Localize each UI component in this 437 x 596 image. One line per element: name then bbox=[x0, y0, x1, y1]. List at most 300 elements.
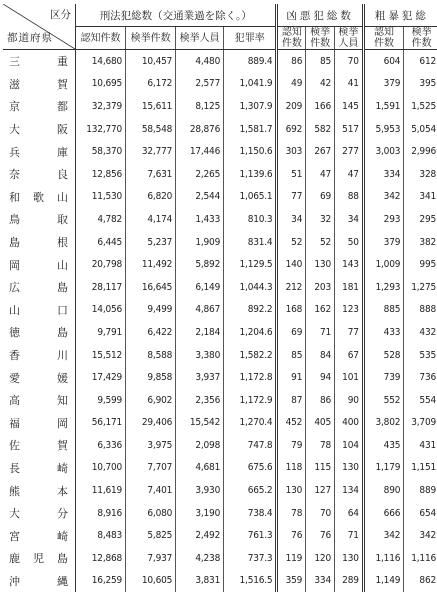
prefecture-name: 滋賀 bbox=[9, 77, 68, 91]
crime-rate-cell: 1,129.5 bbox=[224, 253, 277, 276]
recognized-cell: 32,379 bbox=[75, 95, 125, 118]
rough-recognized-cell: 552 bbox=[363, 389, 404, 412]
recognized-cell: 56,171 bbox=[75, 412, 125, 435]
violent-cleared-cell: 69 bbox=[306, 186, 335, 209]
violent-recognized-cell: 130 bbox=[277, 479, 306, 502]
violent-arrested-cell: 143 bbox=[334, 253, 363, 276]
rough-cleared-cell: 1,275 bbox=[411, 281, 436, 293]
crime-rate-cell: 831.4 bbox=[224, 231, 277, 254]
crime-rate-cell: 1,044.3 bbox=[224, 276, 277, 299]
violent-arrested-cell: 289 bbox=[334, 570, 363, 593]
cleared-cell: 8,588 bbox=[126, 344, 176, 367]
violent-arrested-cell: 134 bbox=[334, 479, 363, 502]
prefecture-cell bbox=[3, 95, 75, 118]
violent-cleared-cell: 94 bbox=[306, 366, 335, 389]
crime-rate-cell: 892.2 bbox=[224, 299, 277, 322]
prefecture-name: 大阪 bbox=[9, 123, 68, 137]
rough-recognized-cell: 885 bbox=[363, 299, 404, 322]
violent-arrested-cell: 277 bbox=[334, 140, 363, 163]
violent-recognized-cell: 359 bbox=[277, 570, 306, 593]
violent-cleared-cell: 582 bbox=[306, 118, 335, 141]
table-row bbox=[3, 231, 437, 254]
rough-recognized-cell: 342 bbox=[363, 524, 404, 547]
arrested-cell: 17,446 bbox=[176, 140, 224, 163]
table-row bbox=[3, 50, 437, 73]
corner-header-cell bbox=[3, 4, 75, 50]
recognized-cell: 6,336 bbox=[75, 434, 125, 457]
recognized-cell: 9,599 bbox=[75, 389, 125, 412]
crime-rate-cell: 675.6 bbox=[224, 457, 277, 480]
violent-recognized-cell: 34 bbox=[277, 208, 306, 231]
violent-recognized-cell: 209 bbox=[277, 95, 306, 118]
arrested-cell: 2,356 bbox=[176, 389, 224, 412]
prefecture-name: 広島 bbox=[9, 281, 68, 295]
prefecture-name: 三重 bbox=[9, 55, 68, 69]
violent-arrested-cell: 41 bbox=[334, 73, 363, 96]
col-crime-rate-header: 犯罪率 bbox=[224, 27, 277, 50]
violent-cleared-cell: 130 bbox=[306, 253, 335, 276]
prefecture-cell bbox=[3, 479, 75, 502]
arrested-cell: 2,184 bbox=[176, 321, 224, 344]
table-row bbox=[3, 299, 437, 322]
violent-cleared-cell: 71 bbox=[306, 321, 335, 344]
violent-cleared-cell: 70 bbox=[306, 502, 335, 525]
violent-arrested-cell: 130 bbox=[334, 547, 363, 570]
prefecture-cell bbox=[3, 389, 75, 412]
table-row bbox=[3, 502, 437, 525]
prefecture-name: 京都 bbox=[9, 100, 68, 114]
cleared-cell: 6,820 bbox=[126, 186, 176, 209]
violent-recognized-cell: 118 bbox=[277, 457, 306, 480]
table-row bbox=[3, 321, 437, 344]
violent-arrested-cell: 400 bbox=[334, 412, 363, 435]
recognized-cell: 11,619 bbox=[75, 479, 125, 502]
violent-cleared-cell: 162 bbox=[306, 299, 335, 322]
cleared-cell: 58,548 bbox=[126, 118, 176, 141]
table-row bbox=[3, 479, 437, 502]
cleared-cell: 32,777 bbox=[126, 140, 176, 163]
prefecture-name: 佐賀 bbox=[9, 439, 68, 453]
table-row bbox=[3, 389, 437, 412]
prefecture-cell bbox=[3, 344, 75, 367]
rough-cleared-cell: 431 bbox=[419, 439, 436, 451]
arrested-cell: 1,433 bbox=[176, 208, 224, 231]
prefecture-name: 徳島 bbox=[9, 326, 68, 340]
prefecture-cell bbox=[3, 321, 75, 344]
crime-statistics-table bbox=[3, 4, 437, 592]
prefecture-cell bbox=[3, 412, 75, 435]
violent-arrested-cell: 101 bbox=[334, 366, 363, 389]
cleared-cell: 16,645 bbox=[126, 276, 176, 299]
table-row bbox=[3, 276, 437, 299]
cleared-cell: 10,605 bbox=[126, 570, 176, 593]
rough-recognized-cell: 3,802 bbox=[363, 412, 404, 435]
cleared-cell: 6,422 bbox=[126, 321, 176, 344]
violent-cleared-cell: 42 bbox=[306, 73, 335, 96]
arrested-cell: 1,909 bbox=[176, 231, 224, 254]
arrested-cell: 3,190 bbox=[176, 502, 224, 525]
table-row bbox=[3, 163, 437, 186]
recognized-cell: 9,791 bbox=[75, 321, 125, 344]
recognized-cell: 6,445 bbox=[75, 231, 125, 254]
violent-recognized-cell: 692 bbox=[277, 118, 306, 141]
rough-recognized-cell: 528 bbox=[363, 344, 404, 367]
prefecture-name: 山口 bbox=[9, 303, 68, 317]
prefecture-name: 和歌山 bbox=[9, 190, 68, 204]
col-violent-arrested-header: 検挙 人員 bbox=[334, 27, 363, 50]
arrested-cell: 4,238 bbox=[176, 547, 224, 570]
rough-recognized-cell: 1,009 bbox=[363, 253, 404, 276]
col-violent-cleared-header: 検挙 件数 bbox=[306, 27, 335, 50]
violent-cleared-cell: 203 bbox=[306, 276, 335, 299]
violent-arrested-cell: 64 bbox=[334, 502, 363, 525]
violent-cleared-cell: 85 bbox=[306, 50, 335, 73]
rough-recognized-cell: 1,179 bbox=[363, 457, 404, 480]
violent-cleared-cell: 115 bbox=[306, 457, 335, 480]
violent-recognized-cell: 119 bbox=[277, 547, 306, 570]
rough-recognized-cell: 666 bbox=[363, 502, 404, 525]
violent-recognized-cell: 86 bbox=[277, 50, 306, 73]
violent-cleared-cell: 405 bbox=[306, 412, 335, 435]
violent-cleared-cell: 166 bbox=[306, 95, 335, 118]
violent-recognized-cell: 85 bbox=[277, 344, 306, 367]
prefecture-name: 沖縄 bbox=[9, 574, 68, 588]
cleared-cell: 3,975 bbox=[126, 434, 176, 457]
col-recognized-header: 認知件数 bbox=[75, 27, 125, 50]
arrested-cell: 4,681 bbox=[176, 457, 224, 480]
prefecture-cell bbox=[3, 502, 75, 525]
col-cleared-header: 検挙件数 bbox=[126, 27, 176, 50]
violent-recognized-cell: 49 bbox=[277, 73, 306, 96]
rough-cleared-cell: 889 bbox=[419, 485, 436, 497]
rough-recognized-cell: 1,591 bbox=[363, 95, 404, 118]
violent-arrested-cell: 130 bbox=[334, 457, 363, 480]
cleared-cell: 4,174 bbox=[126, 208, 176, 231]
violent-recognized-cell: 52 bbox=[277, 231, 306, 254]
prefecture-cell bbox=[3, 276, 75, 299]
rough-cleared-cell: 1,116 bbox=[411, 552, 436, 564]
arrested-cell: 3,937 bbox=[176, 366, 224, 389]
table-row bbox=[3, 547, 437, 570]
violent-recognized-cell: 79 bbox=[277, 434, 306, 457]
col-rough-cleared-header: 検挙 件数 bbox=[404, 27, 437, 50]
rough-recognized-cell: 1,149 bbox=[363, 570, 404, 593]
rough-recognized-cell: 433 bbox=[363, 321, 404, 344]
violent-arrested-cell: 88 bbox=[334, 186, 363, 209]
rough-cleared-cell: 1,525 bbox=[411, 100, 436, 112]
prefecture-name: 熊本 bbox=[9, 484, 68, 498]
crime-rate-cell: 1,307.9 bbox=[224, 95, 277, 118]
prefecture-name: 島根 bbox=[9, 236, 68, 250]
rough-recognized-cell: 1,293 bbox=[363, 276, 404, 299]
recognized-cell: 4,782 bbox=[75, 208, 125, 231]
recognized-cell: 8,483 bbox=[75, 524, 125, 547]
arrested-cell: 4,867 bbox=[176, 299, 224, 322]
prefecture-cell bbox=[3, 163, 75, 186]
prefecture-name: 長崎 bbox=[9, 461, 68, 475]
prefecture-cell bbox=[3, 73, 75, 96]
cleared-cell: 5,237 bbox=[126, 231, 176, 254]
rough-recognized-cell: 604 bbox=[363, 50, 404, 73]
prefecture-cell bbox=[3, 570, 75, 593]
rough-cleared-cell: 654 bbox=[419, 507, 436, 519]
prefecture-cell bbox=[3, 186, 75, 209]
rough-recognized-cell: 739 bbox=[363, 366, 404, 389]
cleared-cell: 9,858 bbox=[126, 366, 176, 389]
col-rough-recognized-header: 認知 件数 bbox=[363, 27, 404, 50]
violent-recognized-cell: 303 bbox=[277, 140, 306, 163]
rough-cleared-cell: 2,996 bbox=[411, 146, 436, 158]
cleared-cell: 7,631 bbox=[126, 163, 176, 186]
table-body bbox=[3, 50, 437, 593]
violent-arrested-cell: 47 bbox=[334, 163, 363, 186]
recognized-cell: 58,370 bbox=[75, 140, 125, 163]
arrested-cell: 3,380 bbox=[176, 344, 224, 367]
prefecture-cell bbox=[3, 299, 75, 322]
arrested-cell: 2,577 bbox=[176, 73, 224, 96]
prefecture-cell bbox=[3, 140, 75, 163]
table-row bbox=[3, 186, 437, 209]
violent-cleared-cell: 76 bbox=[306, 524, 335, 547]
arrested-cell: 15,542 bbox=[176, 412, 224, 435]
crime-rate-cell: 665.2 bbox=[224, 479, 277, 502]
arrested-cell: 2,544 bbox=[176, 186, 224, 209]
crime-rate-cell: 761.3 bbox=[224, 524, 277, 547]
crime-rate-cell: 1,172.9 bbox=[224, 389, 277, 412]
recognized-cell: 16,259 bbox=[75, 570, 125, 593]
prefecture-name: 宮崎 bbox=[9, 529, 68, 543]
violent-recognized-cell: 212 bbox=[277, 276, 306, 299]
prefecture-name: 大分 bbox=[9, 507, 68, 521]
cleared-cell: 6,080 bbox=[126, 502, 176, 525]
prefecture-cell bbox=[3, 231, 75, 254]
arrested-cell: 5,892 bbox=[176, 253, 224, 276]
prefecture-cell bbox=[3, 253, 75, 276]
table-row bbox=[3, 208, 437, 231]
violent-arrested-cell: 90 bbox=[334, 389, 363, 412]
arrested-cell: 28,876 bbox=[176, 118, 224, 141]
rough-cleared-cell: 328 bbox=[419, 168, 436, 180]
violent-recognized-cell: 76 bbox=[277, 524, 306, 547]
col-arrested-header: 検挙人員 bbox=[176, 27, 224, 50]
rough-recognized-cell: 5,953 bbox=[363, 118, 404, 141]
violent-cleared-cell: 52 bbox=[306, 231, 335, 254]
rough-recognized-cell: 435 bbox=[363, 434, 404, 457]
cleared-cell: 29,406 bbox=[126, 412, 176, 435]
arrested-cell: 8,125 bbox=[176, 95, 224, 118]
rough-cleared-cell: 342 bbox=[419, 530, 436, 542]
cleared-cell: 15,611 bbox=[126, 95, 176, 118]
violent-arrested-cell: 77 bbox=[334, 321, 363, 344]
rough-recognized-cell: 379 bbox=[363, 73, 404, 96]
table-row bbox=[3, 253, 437, 276]
crime-rate-cell: 737.3 bbox=[224, 547, 277, 570]
violent-cleared-cell: 32 bbox=[306, 208, 335, 231]
table-header bbox=[3, 4, 437, 50]
arrested-cell: 3,930 bbox=[176, 479, 224, 502]
rough-recognized-cell: 379 bbox=[363, 231, 404, 254]
rough-cleared-cell: 554 bbox=[419, 394, 436, 406]
table-row bbox=[3, 118, 437, 141]
prefecture-name: 奈良 bbox=[9, 168, 68, 182]
rough-cleared-cell: 862 bbox=[419, 575, 436, 587]
prefecture-name: 高知 bbox=[9, 394, 68, 408]
rough-recognized-cell: 3,003 bbox=[363, 140, 404, 163]
table-row bbox=[3, 457, 437, 480]
prefecture-cell bbox=[3, 524, 75, 547]
crime-rate-cell: 747.8 bbox=[224, 434, 277, 457]
violent-arrested-cell: 70 bbox=[334, 50, 363, 73]
violent-cleared-cell: 84 bbox=[306, 344, 335, 367]
recognized-cell: 20,798 bbox=[75, 253, 125, 276]
rough-cleared-cell: 995 bbox=[419, 259, 436, 271]
recognized-cell: 10,695 bbox=[75, 73, 125, 96]
violent-arrested-cell: 104 bbox=[334, 434, 363, 457]
arrested-cell: 2,265 bbox=[176, 163, 224, 186]
violent-recognized-cell: 69 bbox=[277, 321, 306, 344]
violent-arrested-cell: 67 bbox=[334, 344, 363, 367]
recognized-cell: 10,700 bbox=[75, 457, 125, 480]
cleared-cell: 11,492 bbox=[126, 253, 176, 276]
violent-cleared-cell: 267 bbox=[306, 140, 335, 163]
violent-cleared-cell: 86 bbox=[306, 389, 335, 412]
violent-recognized-cell: 168 bbox=[277, 299, 306, 322]
recognized-cell: 28,117 bbox=[75, 276, 125, 299]
arrested-cell: 4,480 bbox=[176, 50, 224, 73]
recognized-cell: 12,868 bbox=[75, 547, 125, 570]
cleared-cell: 10,457 bbox=[126, 50, 176, 73]
corner-top-label: 区分 bbox=[49, 9, 71, 21]
violent-recognized-cell: 452 bbox=[277, 412, 306, 435]
violent-recognized-cell: 140 bbox=[277, 253, 306, 276]
cleared-cell: 6,172 bbox=[126, 73, 176, 96]
rough-recognized-cell: 1,116 bbox=[363, 547, 404, 570]
prefecture-name: 鳥取 bbox=[9, 213, 68, 227]
violent-recognized-cell: 51 bbox=[277, 163, 306, 186]
group-violent-header: 凶悪犯総数 bbox=[277, 4, 363, 27]
table-row bbox=[3, 524, 437, 547]
violent-arrested-cell: 145 bbox=[334, 95, 363, 118]
crime-rate-cell: 1,139.6 bbox=[224, 163, 277, 186]
rough-cleared-cell: 395 bbox=[419, 78, 436, 90]
recognized-cell: 12,856 bbox=[75, 163, 125, 186]
table-row bbox=[3, 95, 437, 118]
crime-rate-cell: 889.4 bbox=[224, 50, 277, 73]
crime-rate-cell: 810.3 bbox=[224, 208, 277, 231]
recognized-cell: 14,680 bbox=[75, 50, 125, 73]
rough-recognized-cell: 334 bbox=[363, 163, 404, 186]
cleared-cell: 9,499 bbox=[126, 299, 176, 322]
prefecture-cell bbox=[3, 118, 75, 141]
prefecture-name: 岡山 bbox=[9, 258, 68, 272]
crime-rate-cell: 1,270.4 bbox=[224, 412, 277, 435]
rough-cleared-cell: 535 bbox=[419, 349, 436, 361]
arrested-cell: 2,492 bbox=[176, 524, 224, 547]
table-row bbox=[3, 434, 437, 457]
table-row bbox=[3, 140, 437, 163]
cleared-cell: 7,401 bbox=[126, 479, 176, 502]
violent-cleared-cell: 120 bbox=[306, 547, 335, 570]
rough-cleared-cell: 5,054 bbox=[411, 123, 436, 135]
crime-rate-cell: 1,204.6 bbox=[224, 321, 277, 344]
cleared-cell: 6,902 bbox=[126, 389, 176, 412]
prefecture-name: 鹿児島 bbox=[9, 552, 68, 566]
rough-cleared-cell: 888 bbox=[419, 304, 436, 316]
prefecture-cell bbox=[3, 434, 75, 457]
prefecture-cell bbox=[3, 50, 75, 73]
prefecture-name: 福岡 bbox=[9, 416, 68, 430]
cleared-cell: 7,937 bbox=[126, 547, 176, 570]
arrested-cell: 6,149 bbox=[176, 276, 224, 299]
table-row bbox=[3, 412, 437, 435]
crime-rate-cell: 738.4 bbox=[224, 502, 277, 525]
violent-cleared-cell: 47 bbox=[306, 163, 335, 186]
table-row bbox=[3, 344, 437, 367]
prefecture-name: 兵庫 bbox=[9, 145, 68, 159]
rough-cleared-cell: 736 bbox=[419, 372, 436, 384]
cleared-cell: 5,825 bbox=[126, 524, 176, 547]
prefecture-cell bbox=[3, 208, 75, 231]
cleared-cell: 7,707 bbox=[126, 457, 176, 480]
prefecture-cell bbox=[3, 547, 75, 570]
prefecture-name: 愛媛 bbox=[9, 371, 68, 385]
recognized-cell: 132,770 bbox=[75, 118, 125, 141]
violent-arrested-cell: 123 bbox=[334, 299, 363, 322]
group-rough-header: 粗暴犯総 bbox=[363, 4, 437, 27]
rough-cleared-cell: 432 bbox=[419, 326, 436, 338]
corner-bottom-label: 都道府県 bbox=[7, 32, 53, 44]
violent-recognized-cell: 87 bbox=[277, 389, 306, 412]
rough-cleared-cell: 612 bbox=[419, 55, 436, 67]
recognized-cell: 8,916 bbox=[75, 502, 125, 525]
crime-rate-cell: 1,582.2 bbox=[224, 344, 277, 367]
recognized-cell: 14,056 bbox=[75, 299, 125, 322]
arrested-cell: 3,831 bbox=[176, 570, 224, 593]
rough-cleared-cell: 341 bbox=[419, 191, 436, 203]
table-row bbox=[3, 366, 437, 389]
prefecture-name: 香川 bbox=[9, 349, 68, 363]
rough-recognized-cell: 293 bbox=[363, 208, 404, 231]
violent-cleared-cell: 127 bbox=[306, 479, 335, 502]
violent-arrested-cell: 517 bbox=[334, 118, 363, 141]
violent-recognized-cell: 91 bbox=[277, 366, 306, 389]
table-row bbox=[3, 73, 437, 96]
arrested-cell: 2,098 bbox=[176, 434, 224, 457]
crime-rate-cell: 1,581.7 bbox=[224, 118, 277, 141]
violent-cleared-cell: 78 bbox=[306, 434, 335, 457]
rough-cleared-cell: 295 bbox=[419, 213, 436, 225]
group-penal-header: 刑法犯総数（交通業過を除く。） bbox=[75, 4, 276, 27]
col-violent-recognized-header: 認知 件数 bbox=[277, 27, 306, 50]
prefecture-cell bbox=[3, 457, 75, 480]
violent-arrested-cell: 50 bbox=[334, 231, 363, 254]
recognized-cell: 17,429 bbox=[75, 366, 125, 389]
violent-recognized-cell: 77 bbox=[277, 186, 306, 209]
crime-rate-cell: 1,172.8 bbox=[224, 366, 277, 389]
rough-recognized-cell: 342 bbox=[363, 186, 404, 209]
violent-cleared-cell: 334 bbox=[306, 570, 335, 593]
recognized-cell: 11,530 bbox=[75, 186, 125, 209]
violent-recognized-cell: 78 bbox=[277, 502, 306, 525]
violent-arrested-cell: 34 bbox=[334, 208, 363, 231]
crime-rate-cell: 1,041.9 bbox=[224, 73, 277, 96]
recognized-cell: 15,512 bbox=[75, 344, 125, 367]
rough-cleared-cell: 382 bbox=[419, 236, 436, 248]
prefecture-cell bbox=[3, 366, 75, 389]
rough-cleared-cell: 1,151 bbox=[411, 462, 436, 474]
rough-cleared-cell: 3,709 bbox=[411, 417, 436, 429]
violent-arrested-cell: 71 bbox=[334, 524, 363, 547]
